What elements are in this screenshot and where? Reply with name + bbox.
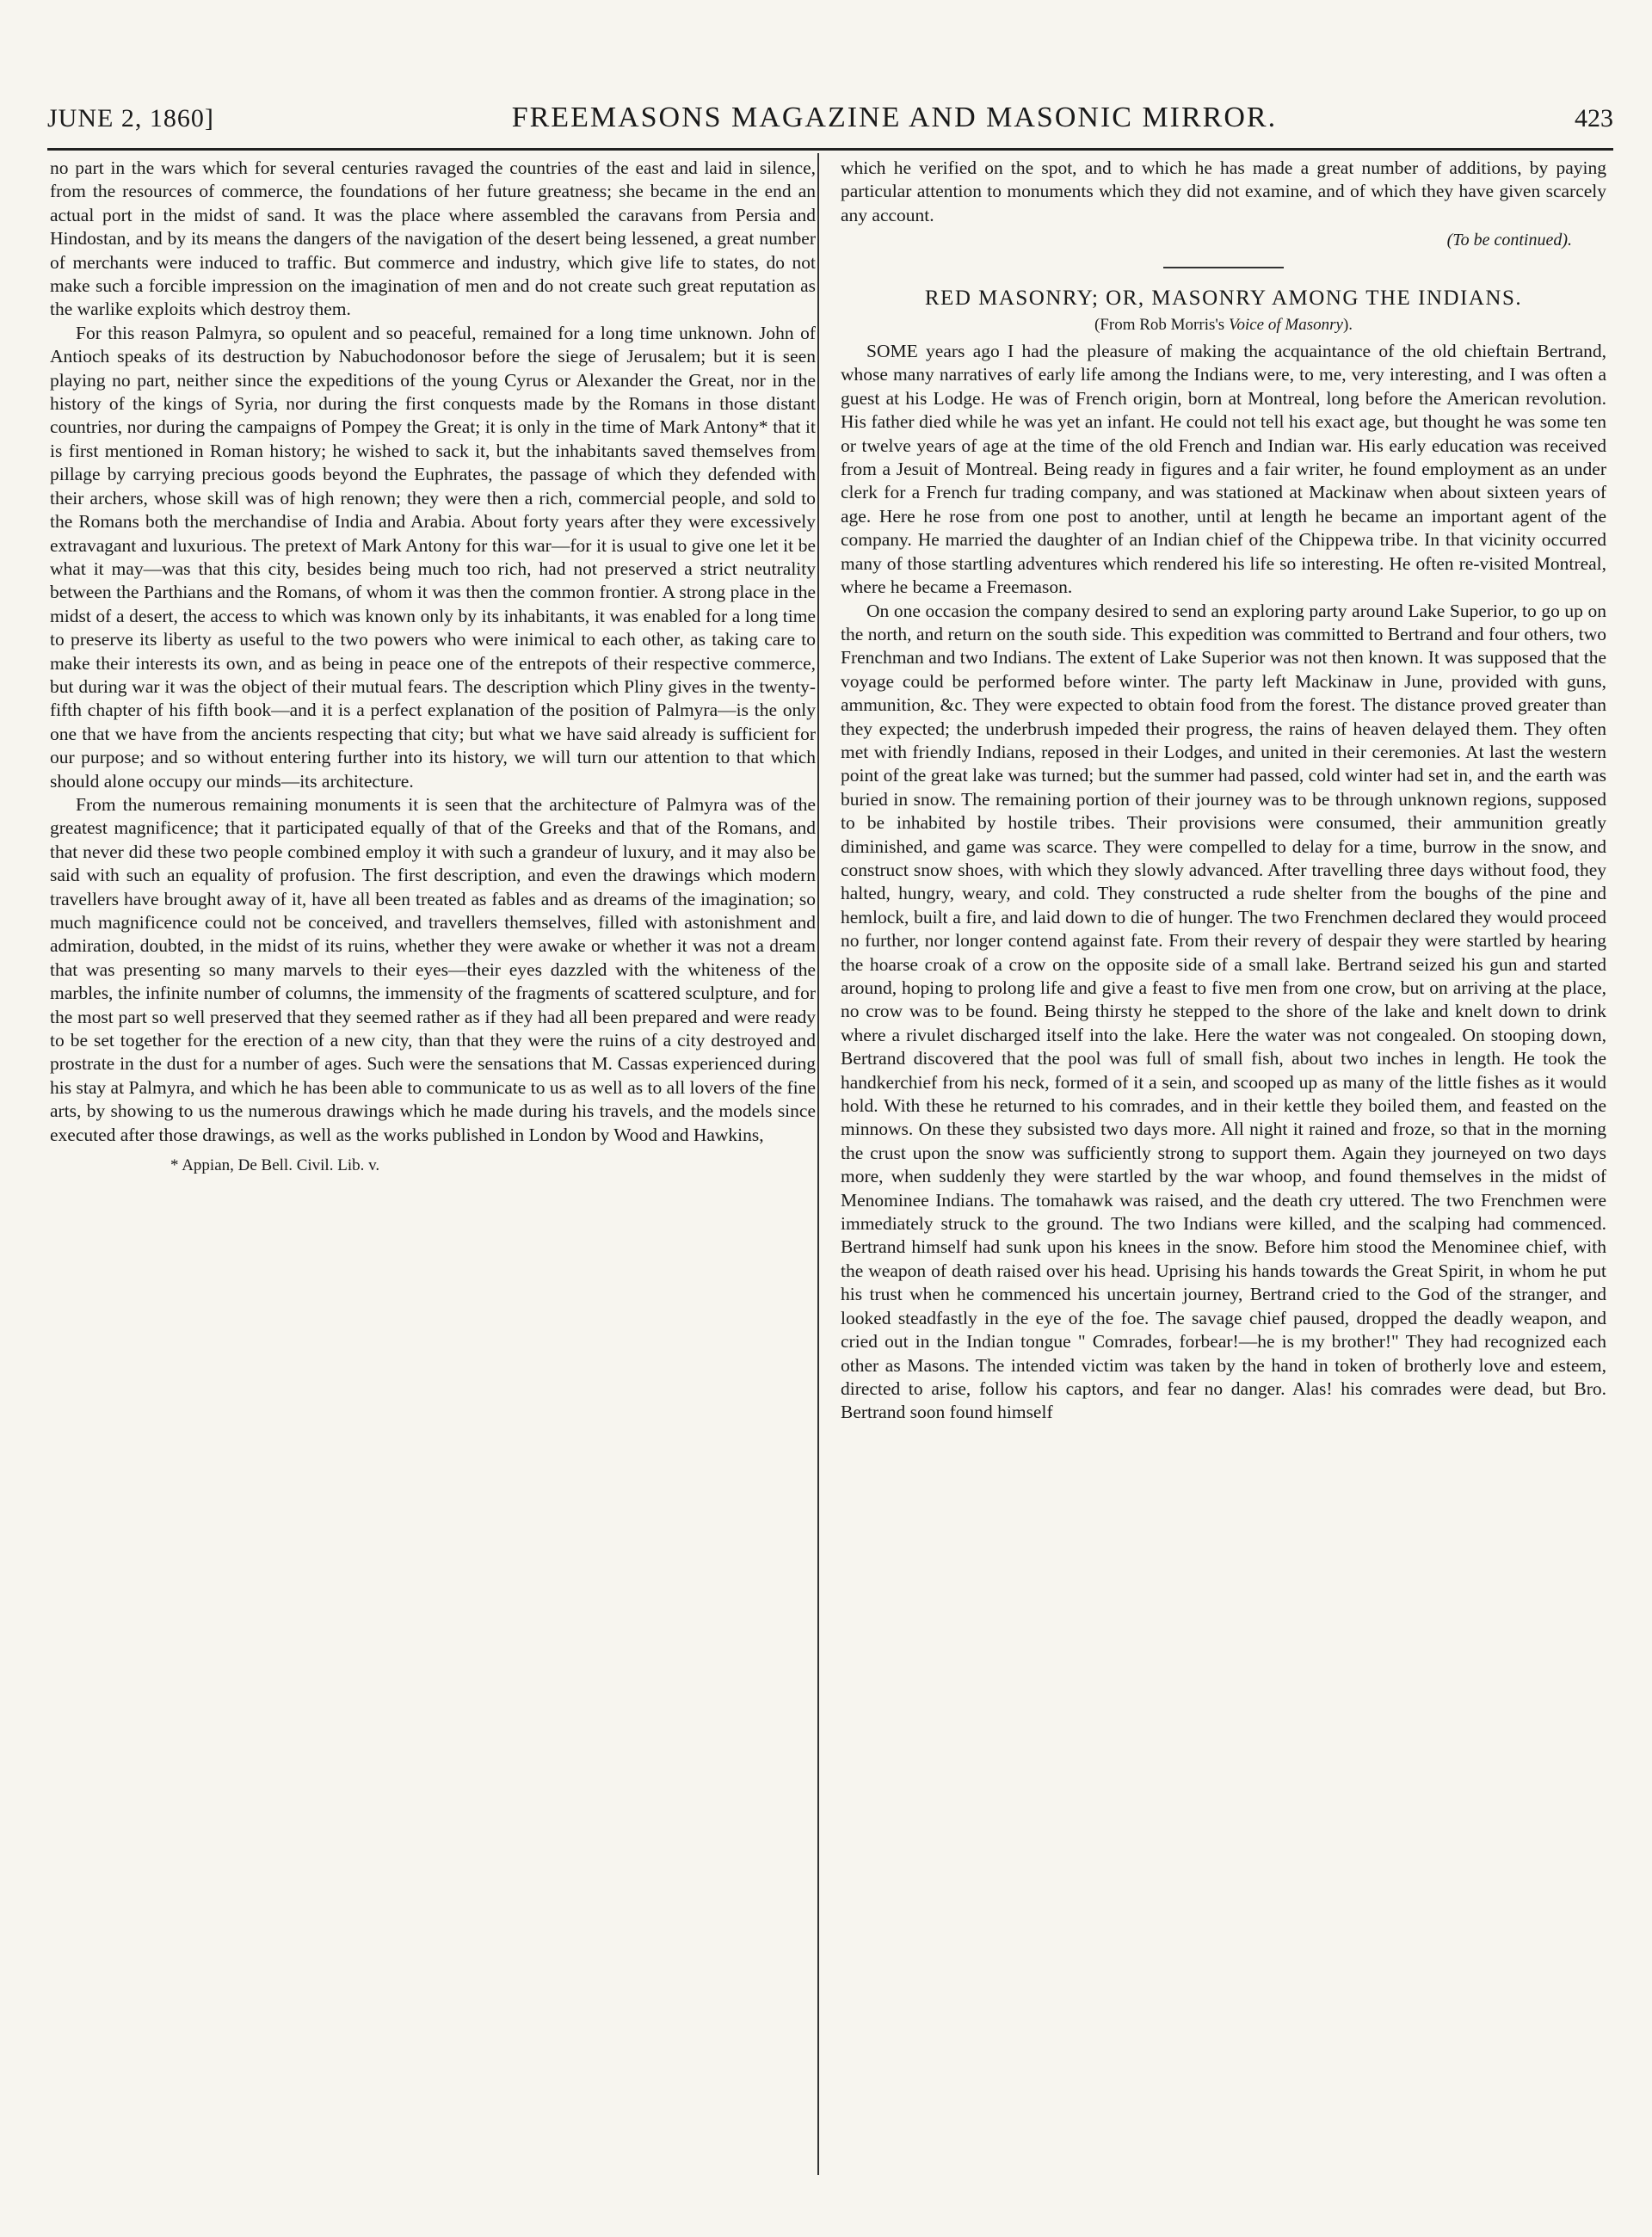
source-prefix: (From Rob Morris's (1094, 315, 1229, 334)
article-title: RED MASONRY; OR, MASONRY AMONG THE INDIANS. (924, 286, 1523, 310)
article-separator (1163, 267, 1284, 268)
left-paragraph-2: For this reason Palmyra, so opulent and so peaceful, remained for a long time unknown. John of Antioch speaks of its destruction by Nabuchodonosor before the siege of Jerusalem; but it is seen playing no part, neither since the expeditions of the young Cyrus or Alexander the Great, nor in the history of the kings of Syria, nor during the first conquests made by the Romans in those distant countries, nor during the campaigns of Pompey the Great; it is only in the time of Mark Antony* that it is first mentioned in Roman history; he wished to sack it, but the inhabitants saved themselves from pillage by carrying precious goods beyond the Euphrates, the passage of which they defended with their archers, whose skill was of high renown; they were then a rich, commercial people, and sold to the Romans both the merchandise of India and Arabia. About forty years after they were excessively extravagant and luxurious. The pretext of Mark Antony for this war—for it is usual to give one let it be what it may—was that this city, besides being much too rich, had not preserved a strict neutrality between the Parthians and the Romans, of whom it was then the common frontier. A strong place in the midst of a desert, the access to which was known only by its inhabitants, it was enabled for a long time to preserve its liberty as useful to the two powers who were inimical to each other, as taking care to make their interests its own, and as being in peace one of the entrepots of their respective commerce, but during war it was the object of their mutual fears. The description which Pliny gives in the twenty-fifth chapter of his fifth book—and it is a perfect explanation of the position of Palmyra—is the only one that we have from the ancients respecting that city; but what we have said already is sufficient for our purpose; and so without entering further into its history, we will turn our attention to that which should alone occupy our minds—its architecture. (50, 322, 816, 792)
source-title: Voice of Masonry (1228, 315, 1343, 334)
right-opening-paragraph: which he verified on the spot, and to which he has made a great number of additions, by paying particular attention to monuments which they did not examine, and of which they have given scarcely any account. (841, 157, 1606, 225)
left-paragraph-3: From the numerous remaining monuments it is seen that the architecture of Palmyra was of the greatest magnificence; that it participated equally of that of the Greeks and that of the Romans, and that never did these two people combined employ it with such a grandeur of luxury, and it may also be said with such an equality of profusion. The first description, and even the drawings which modern travellers have brought away of it, have all been treated as fables and as dreams of the imagination; so much magnificence could not be conceived, and travellers themselves, filled with astonishment and admiration, doubted, in the midst of its ruins, whether they were awake or whether it was not a dream that was presenting so many marvels to their eyes—their eyes dazzled with the whiteness of the marbles, the infinite number of columns, the immensity of the fragments of scattered sculpture, and for the most part so well preserved that they seemed rather as if they had all been prepared and were ready to be set together for the erection of a new city, than that they were the ruins of a city destroyed and prostrate in the dust for a number of ages. Such were the sensations that M. Cassas experienced during his stay at Palmyra, and which he has been able to communicate to us as well as to all lovers of the fine arts, by showing to us the numerous drawings which he made during his travels, and the models since executed after those drawings, as well as the works published in London by Wood and Hawkins, (50, 793, 816, 1145)
running-header (47, 102, 1613, 145)
column-divider (817, 153, 819, 2175)
right-paragraph-2: On one occasion the company desired to send an exploring party around Lake Superior, to go up on the north, and return on the south side. This expedition was committed to Bertrand and four others, two Frenchman and two Indians. The extent of Lake Superior was not then known. It was supposed that the voyage could be performed before winter. The party left Mackinaw in June, provided with guns, ammunition, &c. They were expected to obtain food from the forest. The distance proved greater than they expected; the underbrush impeded their progress, the rains of heaven delayed them. They often met with friendly Indians, reposed in their Lodges, and united in their ceremonies. At last the western point of the great lake was turned; but the summer had passed, cold winter had set in, and the earth was buried in snow. The remaining portion of their journey was to be through unknown regions, supposed to be inhabited by hostile tribes. Their provisions were consumed, their ammunition greatly diminished, and game was scarce. They were compelled to delay for a time, burrow in the snow, and construct snow shoes, with which they slowly advanced. After travelling three days without food, they halted, hungry, weary, and cold. They constructed a rude shelter from the boughs of the pine and hemlock, built a fire, and laid down to die of hunger. The two Frenchmen declared they would proceed no further, nor longer contend against fate. From their revery of despair they were startled by hearing the hoarse croak of a crow on the opposite side of a small lake. Bertrand seized his gun and started around, hoping to prolong life and give a feast to five men from one crow, but on arriving at the place, no crow was to be found. Being thirsty he stepped to the shore of the lake and knelt down to drink where a rivulet discharged itself into the lake. Here the water was not congealed. On stooping down, Bertrand discovered that the pool was full of small fish, about two inches in length. He took the handkerchief from his neck, formed of it a sein, and scooped up as many of the little fishes as it would hold. With these he returned to his comrades, and in their kettle they boiled them, and feasted on the minnows. On these they subsisted two days more. All night it rained and froze, so that in the morning the crust upon the snow was sufficiently strong to support them. Again they journeyed on two days more, when suddenly they were startled by the war whoop, and found themselves in the midst of Menominee Indians. The tomahawk was raised, and the death cry uttered. The two Frenchmen were immediately struck to the ground. The two Indians were killed, and the scalping had commenced. Bertrand himself had sunk upon his knees in the snow. Before him stood the Menominee chief, with the weapon of death raised over his head. Uprising his hands towards the Great Spirit, in whom he put his trust when he commenced his uncertain journey, Bertrand cried to the God of the stranger, and looked steadfastly in the eye of the foe. The savage chief paused, dropped the deadly weapon, and cried out in the Indian tongue " Comrades, forbear!—he is my brother!" They had recognized each other as Masons. The intended victim was taken by the hand in token of brotherly love and esteem, directed to arise, follow his captors, and fear no danger. Alas! his comrades were dead, but Bro. Bertrand soon found himself (841, 600, 1606, 1423)
page-number: 423 (1574, 104, 1613, 132)
header-rule (47, 148, 1613, 151)
source-suffix: ). (1342, 315, 1353, 334)
right-paragraph-1 (841, 340, 1606, 599)
issue-date: JUNE 2, 1860] (47, 104, 214, 132)
magazine-title: FREEMASONS MAGAZINE AND MASONIC MIRROR. (511, 102, 1278, 133)
continued-note: (To be continued). (1446, 231, 1572, 250)
left-column (50, 157, 816, 2178)
article-source (841, 313, 1606, 336)
footnote: * Appian, De Bell. Civil. Lib. v. (170, 1156, 380, 1175)
right-paragraph-1-text: years ago I had the pleasure of making the acquaintance of the old chieftain Bertrand, whose many narratives of early life among the Indians were, to me, very interesting, and I was often a guest at his Lodge. He was of French origin, born at Montreal, long before the American revolution. His father died while he was yet an infant. He could not tell his exact age, but thought he was some ten or twelve years of age at the time of the old French and Indian war. His early education was received from a Jesuit of Montreal. Being ready in figures and a fair writer, he found employment as an under clerk for a French fur trading company, and was stationed at Mackinaw when about sixteen years of age. Here he rose from one post to another, until at length he became an important agent of the company. He married the daughter of an Indian chief of the Chippewa tribe. In that vicinity occurred many of those startling adventures which rendered his life so interesting. He often re-visited Montreal, where he became a Freemason. (841, 341, 1606, 598)
lead-word: SOME (866, 341, 918, 362)
left-paragraph-1: no part in the wars which for several centuries ravaged the countries of the east and laid in silence, from the resources of commerce, the foundations of her future greatness; she became in the end an actual port in the midst of sand. It was the place where assembled the caravans from Persia and Hindostan, and by its means the dangers of the navigation of the desert being lessened, a great number of merchants were induced to traffic. But commerce and industry, which give life to states, do not make such a forcible impression on the imagination of men and do not create such great reputation as the warlike exploits which destroy them. (50, 157, 816, 320)
right-column (841, 157, 1606, 2178)
